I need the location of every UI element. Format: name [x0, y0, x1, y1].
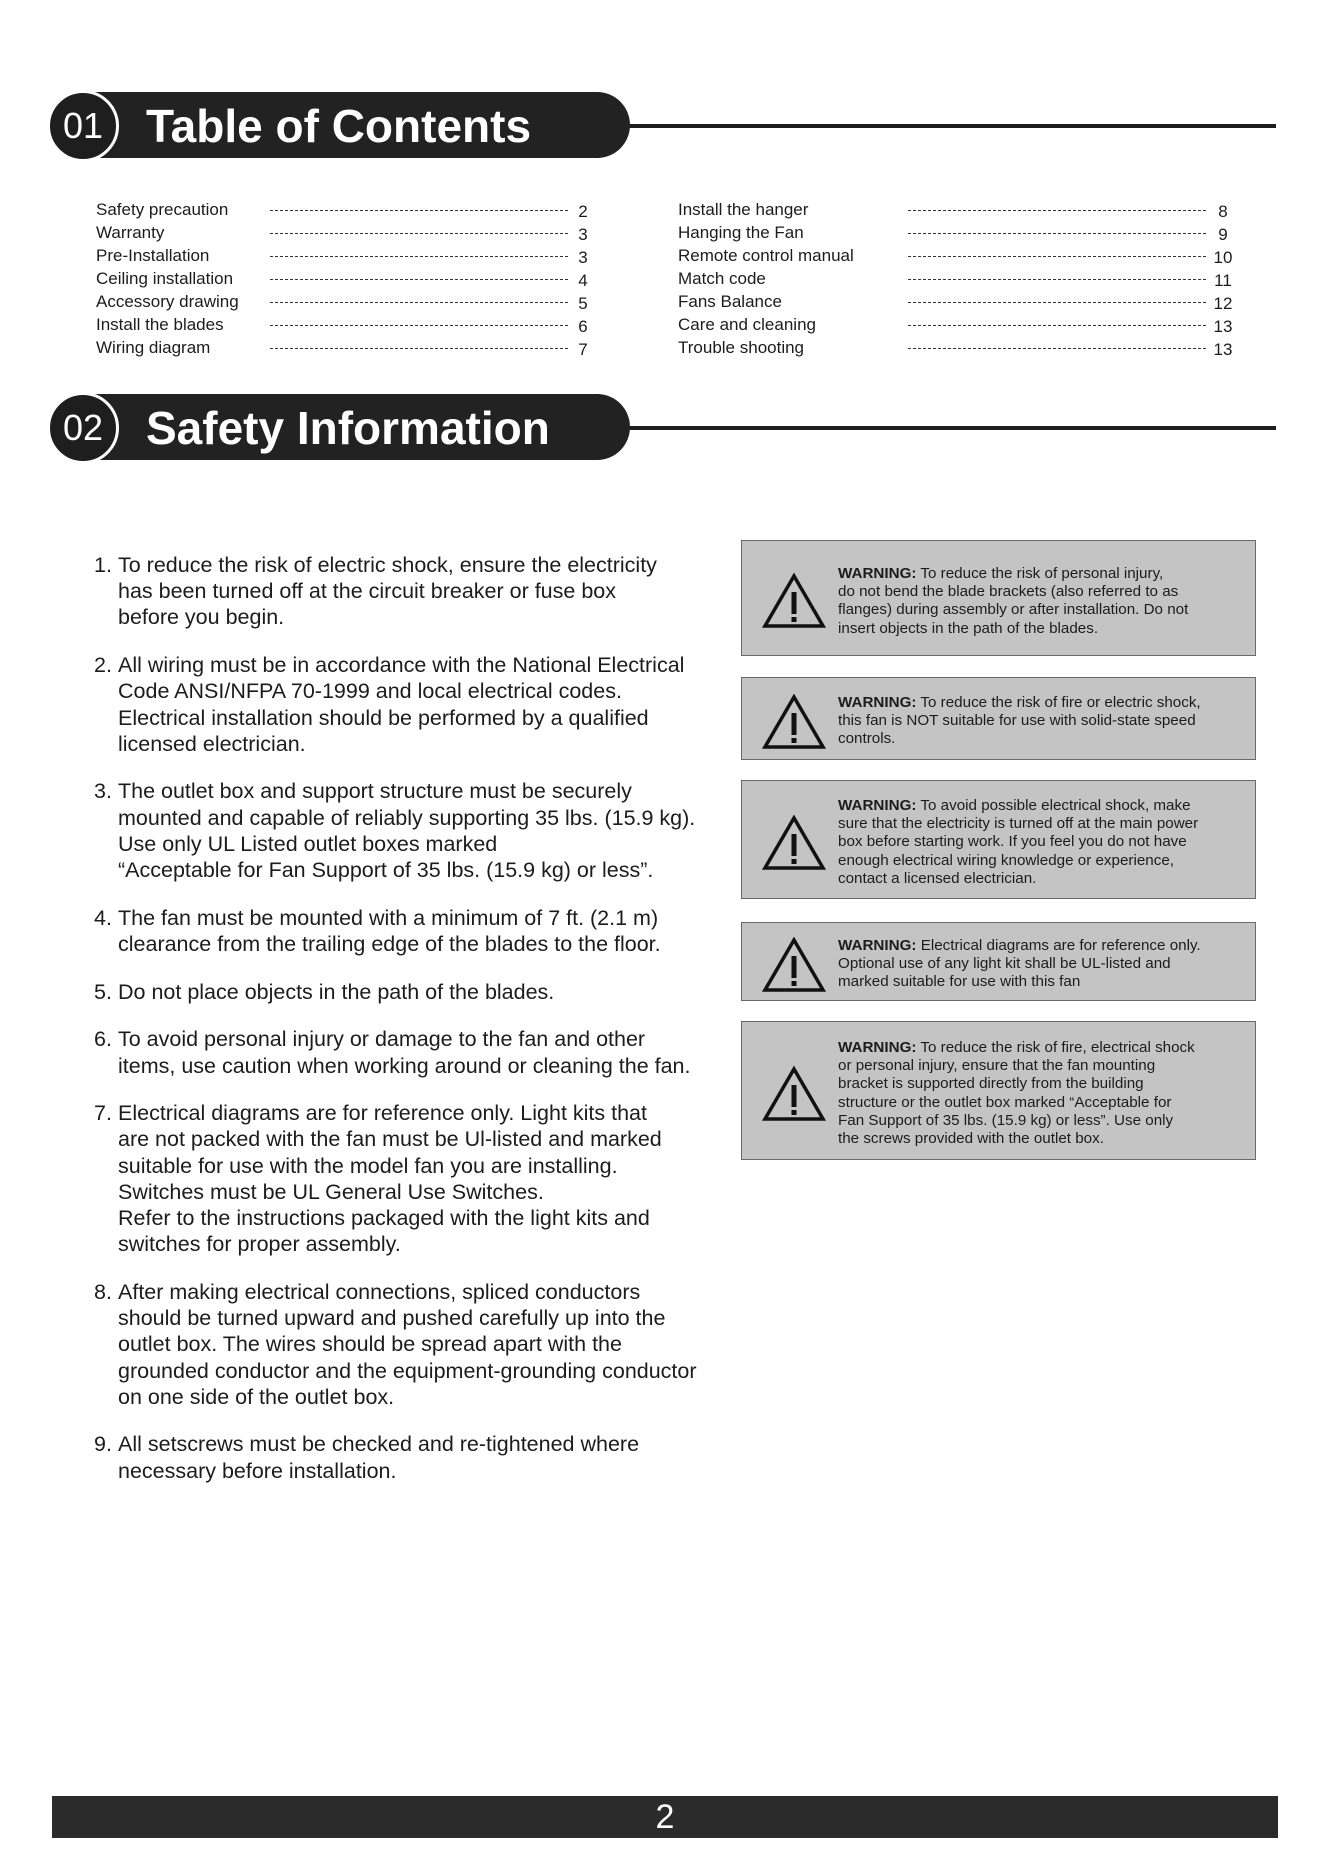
toc-leader-dots: [270, 325, 568, 326]
warning-line: box before starting work. If you feel you do not have: [838, 833, 1187, 851]
warning-text: [838, 937, 1245, 992]
safety-item-line: licensed electrician.: [118, 731, 306, 756]
toc-entry[interactable]: [678, 244, 1248, 267]
safety-item-number: 4.: [94, 905, 112, 930]
warning-line: controls.: [838, 730, 896, 748]
toc-entry-label: Hanging the Fan: [678, 223, 804, 242]
warning-line-text: To reduce the risk of fire or electric shock,: [916, 694, 1201, 711]
safety-item-text: [118, 552, 734, 631]
warning-line: do not bend the blade brackets (also referred to as: [838, 583, 1179, 601]
toc-leader-dots: [908, 256, 1206, 257]
toc-right-column: [678, 198, 1248, 359]
safety-item: [94, 1026, 734, 1078]
safety-item-line: items, use caution when working around or cleaning the fan.: [118, 1053, 691, 1078]
warning-triangle-icon: [762, 573, 826, 629]
warning-line: structure or the outlet box marked “Acceptable for: [838, 1093, 1172, 1111]
warning-line-text: To reduce the risk of personal injury,: [916, 565, 1164, 582]
header-rule: [570, 124, 1276, 128]
toc-leader-dots: [270, 210, 568, 211]
safety-instructions-list: [94, 552, 734, 1505]
toc-section-header: [50, 92, 1276, 162]
toc-leader-dots: [908, 325, 1206, 326]
warning-box: [741, 540, 1256, 656]
warning-line: [838, 797, 1245, 815]
safety-item-line: Electrical installation should be performed by a qualified: [118, 705, 649, 730]
toc-entry[interactable]: [96, 336, 596, 359]
warning-line: this fan is NOT suitable for use with solid-state speed: [838, 712, 1196, 730]
warning-line: [838, 1039, 1245, 1057]
toc-leader-dots: [270, 348, 568, 349]
toc-entry[interactable]: [678, 221, 1248, 244]
safety-item: [94, 552, 734, 631]
section-number: 01: [47, 90, 119, 162]
toc-entry-page: 12: [1213, 294, 1233, 313]
safety-item-line: has been turned off at the circuit breaker or fuse box: [118, 579, 616, 604]
warning-line-text: To avoid possible electrical shock, make: [916, 797, 1191, 814]
toc-entry-label: Safety precaution: [96, 200, 229, 219]
warning-line: insert objects in the path of the blades.: [838, 619, 1099, 637]
safety-item-text: [118, 778, 734, 883]
safety-item-number: 7.: [94, 1101, 112, 1126]
warning-box: [741, 677, 1256, 760]
warning-box: [741, 922, 1256, 1001]
safety-item-line: are not packed with the fan must be Ul-listed and marked: [118, 1127, 662, 1152]
warning-line: sure that the electricity is turned off at the main power: [838, 815, 1199, 833]
warning-text: [838, 565, 1245, 638]
safety-item-text: [118, 1100, 734, 1257]
safety-item-line: Code ANSI/NFPA 70-1999 and local electrical codes.: [118, 679, 622, 704]
toc-entry-page: 7: [578, 340, 588, 359]
warning-box: [741, 1021, 1256, 1160]
toc-leader-dots: [908, 348, 1206, 349]
safety-item: [94, 1431, 734, 1483]
warning-line: [838, 937, 1245, 955]
toc-entry-label: Care and cleaning: [678, 315, 816, 334]
toc-leader-dots: [908, 302, 1206, 303]
toc-entry-page: 11: [1214, 271, 1232, 290]
safety-item-text: [118, 1431, 734, 1483]
warning-line: enough electrical wiring knowledge or experience,: [838, 851, 1175, 869]
header-rule: [570, 426, 1276, 430]
toc-leader-dots: [270, 302, 568, 303]
warning-triangle-icon: [762, 815, 826, 871]
safety-item-text: [118, 652, 734, 757]
safety-item-line: “Acceptable for Fan Support of 35 lbs. (15.9 kg) or less”.: [118, 858, 654, 883]
toc-entry[interactable]: [96, 267, 596, 290]
safety-item-line: mounted and capable of reliably supporting 35 lbs. (15.9 kg).: [118, 805, 696, 830]
safety-item-line: Do not place objects in the path of the blades.: [118, 979, 555, 1004]
toc-entry-label: Wiring diagram: [96, 338, 211, 357]
toc-leader-dots: [908, 279, 1206, 280]
toc-entry-page: 2: [578, 202, 588, 221]
warning-line-text: To reduce the risk of fire, electrical shock: [916, 1039, 1195, 1056]
safety-item-text: [118, 979, 734, 1005]
warning-text: [838, 694, 1245, 749]
safety-item-line: necessary before installation.: [118, 1458, 397, 1483]
safety-item-line: Refer to the instructions packaged with the light kits and: [118, 1206, 650, 1231]
toc-entry-page: 5: [578, 294, 588, 313]
toc-entry-page: 4: [578, 271, 588, 290]
safety-item-line: grounded conductor and the equipment-grounding conductor: [118, 1358, 697, 1383]
toc-leader-dots: [270, 256, 568, 257]
warning-triangle-icon: [762, 1066, 826, 1122]
safety-item-line: suitable for use with the model fan you are installing.: [118, 1153, 618, 1178]
toc-leader-dots: [270, 233, 568, 234]
safety-item-line: To reduce the risk of electric shock, ensure the electricity: [118, 553, 657, 577]
toc-entry-label: Accessory drawing: [96, 292, 239, 311]
toc-entry-label: Fans Balance: [678, 292, 782, 311]
safety-item: [94, 1279, 734, 1410]
warning-line: contact a licensed electrician.: [838, 869, 1037, 887]
safety-item-number: 2.: [94, 653, 112, 678]
safety-item-number: 8.: [94, 1279, 112, 1304]
warning-label: WARNING:: [838, 797, 917, 814]
section-title: Table of Contents: [146, 100, 532, 152]
toc-entry[interactable]: [678, 198, 1248, 221]
safety-item-line: Switches must be UL General Use Switches.: [118, 1179, 544, 1204]
safety-item-line: The fan must be mounted with a minimum of 7 ft. (2.1 m): [118, 905, 659, 930]
safety-item-line: To avoid personal injury or damage to the fan and other: [118, 1027, 646, 1052]
safety-item-line: After making electrical connections, spliced conductors: [118, 1279, 641, 1304]
toc-entry-page: 3: [578, 248, 588, 267]
toc-entry-label: Match code: [678, 269, 766, 288]
toc-left-column: [96, 198, 596, 359]
toc-entry-label: Warranty: [96, 223, 165, 242]
page-number: 2: [655, 1798, 675, 1836]
warning-line: bracket is supported directly from the building: [838, 1075, 1144, 1093]
warning-text: [838, 797, 1245, 888]
toc-leader-dots: [908, 233, 1206, 234]
safety-item-line: clearance from the trailing edge of the blades to the floor.: [118, 931, 661, 956]
warning-line: [838, 694, 1245, 712]
warning-line: or personal injury, ensure that the fan mounting: [838, 1057, 1156, 1075]
warning-line-text: Electrical diagrams are for reference only.: [916, 937, 1201, 954]
toc-leader-dots: [270, 279, 568, 280]
warning-label: WARNING:: [838, 937, 917, 954]
safety-item-text: [118, 1026, 734, 1078]
warning-line: the screws provided with the outlet box.: [838, 1130, 1104, 1148]
toc-entry[interactable]: [96, 290, 596, 313]
warning-line: Fan Support of 35 lbs. (15.9 kg) or less”. Use only: [838, 1111, 1174, 1129]
safety-item-line: Use only UL Listed outlet boxes marked: [118, 831, 498, 856]
safety-item-line: Electrical diagrams are for reference only. Light kits that: [118, 1101, 647, 1126]
safety-item: [94, 905, 734, 957]
safety-item-text: [118, 1279, 734, 1410]
safety-section-header: [50, 394, 1276, 464]
safety-item-line: should be turned upward and pushed carefully up into the: [118, 1306, 666, 1331]
safety-item: [94, 1100, 734, 1257]
page-footer: [52, 1796, 1278, 1838]
safety-item-line: All setscrews must be checked and re-tightened where: [118, 1432, 640, 1457]
warning-label: WARNING:: [838, 565, 917, 582]
toc-entry-label: Pre-Installation: [96, 246, 210, 265]
toc-entry[interactable]: [678, 290, 1248, 313]
toc-entry-label: Ceiling installation: [96, 269, 234, 288]
warning-triangle-icon: [762, 694, 826, 750]
warning-triangle-icon: [762, 937, 826, 993]
toc-entry-page: 6: [578, 317, 588, 336]
toc-entry[interactable]: [96, 221, 596, 244]
safety-item-number: 5.: [94, 979, 112, 1004]
safety-item-line: All wiring must be in accordance with the National Electrical: [118, 653, 685, 678]
section-number: 02: [47, 392, 119, 464]
safety-item-line: The outlet box and support structure must be securely: [118, 779, 632, 804]
toc-entry[interactable]: [678, 267, 1248, 290]
toc-entry-page: 13: [1213, 340, 1233, 359]
safety-item: [94, 778, 734, 883]
toc-entry[interactable]: [678, 313, 1248, 336]
safety-item-number: 1.: [94, 553, 112, 577]
toc-entry-page: 8: [1218, 202, 1228, 221]
warning-line: flanges) during assembly or after installation. Do not: [838, 601, 1189, 619]
toc-entry-label: Remote control manual: [678, 246, 854, 265]
warning-line: marked suitable for use with this fan: [838, 973, 1081, 991]
toc-entry-page: 3: [578, 225, 588, 244]
toc-entry-page: 13: [1213, 317, 1233, 336]
toc-entry[interactable]: [678, 336, 1248, 359]
toc-entry-page: 9: [1218, 225, 1228, 244]
safety-item-number: 6.: [94, 1027, 112, 1052]
warning-box: [741, 780, 1256, 899]
section-title: Safety Information: [146, 402, 550, 454]
warning-label: WARNING:: [838, 694, 917, 711]
safety-item-line: before you begin.: [118, 605, 285, 630]
safety-item-line: switches for proper assembly.: [118, 1232, 401, 1257]
toc-entry-page: 10: [1213, 248, 1233, 267]
warning-line: [838, 565, 1245, 583]
safety-item: [94, 979, 734, 1005]
toc-entry-label: Install the hanger: [678, 200, 809, 219]
warning-line: Optional use of any light kit shall be UL-listed and: [838, 955, 1171, 973]
safety-item: [94, 652, 734, 757]
toc-entry[interactable]: [96, 244, 596, 267]
warning-text: [838, 1039, 1245, 1148]
safety-item-line: on one side of the outlet box.: [118, 1384, 395, 1409]
warning-label: WARNING:: [838, 1039, 917, 1056]
toc-leader-dots: [908, 210, 1206, 211]
safety-item-text: [118, 905, 734, 957]
safety-item-number: 3.: [94, 779, 112, 804]
toc-entry[interactable]: [96, 313, 596, 336]
toc-entry-label: Trouble shooting: [678, 338, 805, 357]
toc-entry-label: Install the blades: [96, 315, 224, 334]
toc-entry[interactable]: [96, 198, 596, 221]
safety-item-number: 9.: [94, 1432, 112, 1457]
safety-item-line: outlet box. The wires should be spread apart with the: [118, 1332, 622, 1357]
